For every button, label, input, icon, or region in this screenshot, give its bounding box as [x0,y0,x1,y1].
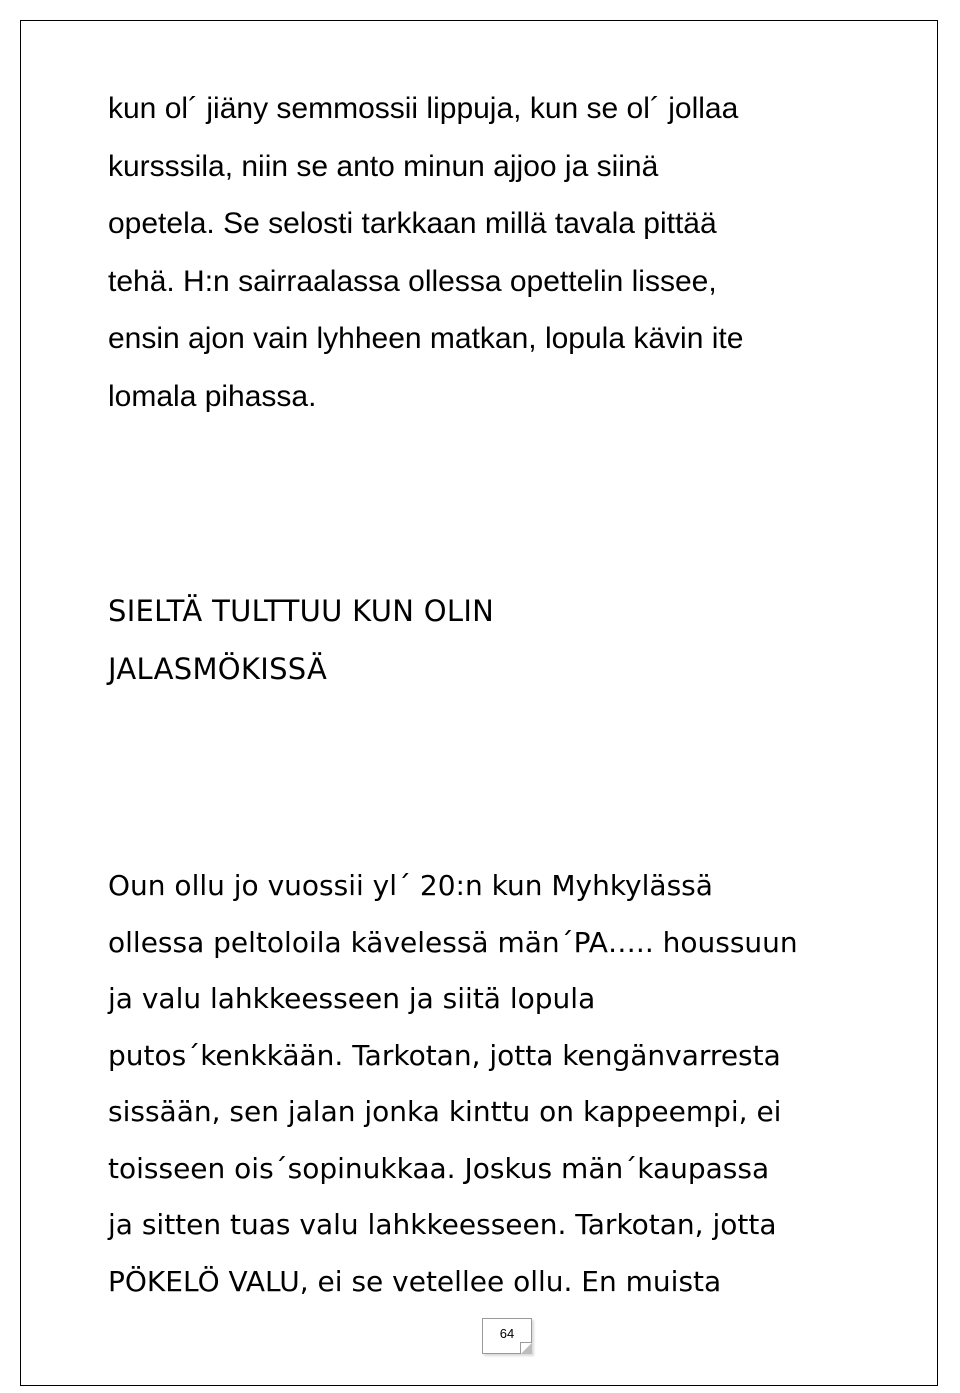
paragraph-1 [108,80,928,425]
heading-line: JALASMÖKISSÄ [108,652,328,686]
page-number: 64 [499,1326,515,1341]
text-line: kursssila, niin se anto minun ajjoo ja siinä [108,149,659,183]
text-line: ensin ajon vain lyhheen matkan, lopula kävin ite [108,322,744,355]
text-line: toisseen ois´sopinukkaa. Joskus män´kaupassa [108,1151,770,1185]
text-line: Oun ollu jo vuossii yl´ 20:n kun Myhkylässä [108,869,713,902]
paragraph-2 [108,858,928,1310]
text-line: tehä. H:n sairraalassa ollessa opettelin lissee, [108,264,717,298]
text-line: opetela. Se selosti tarkkaan millä tavala pittää [108,207,717,240]
section-heading [108,582,928,698]
text-line: lomala pihassa. [108,379,317,413]
text-line: ja valu lahkkeesseen ja siitä lopula [108,982,596,1015]
text-line: ollessa peltoloila kävelessä män´PA….. houssuun [108,925,798,959]
page-curl-icon [520,1342,532,1354]
text-line: PÖKELÖ VALU, ei se vetellee ollu. En muista [108,1264,722,1298]
text-line: sissään, sen jalan jonka kinttu on kappeempi, ei [108,1095,782,1128]
text-line: ja sitten tuas valu lahkkeesseen. Tarkotan, jotta [108,1208,777,1241]
page-number-badge [482,1318,532,1354]
text-line: putos´kenkkään. Tarkotan, jotta kengänvarresta [108,1038,781,1072]
text-line: kun ol´ jiäny semmossii lippuja, kun se ol´ jollaa [108,92,739,125]
heading-line: SIELTÄ TULTTUU KUN OLIN [108,594,495,628]
